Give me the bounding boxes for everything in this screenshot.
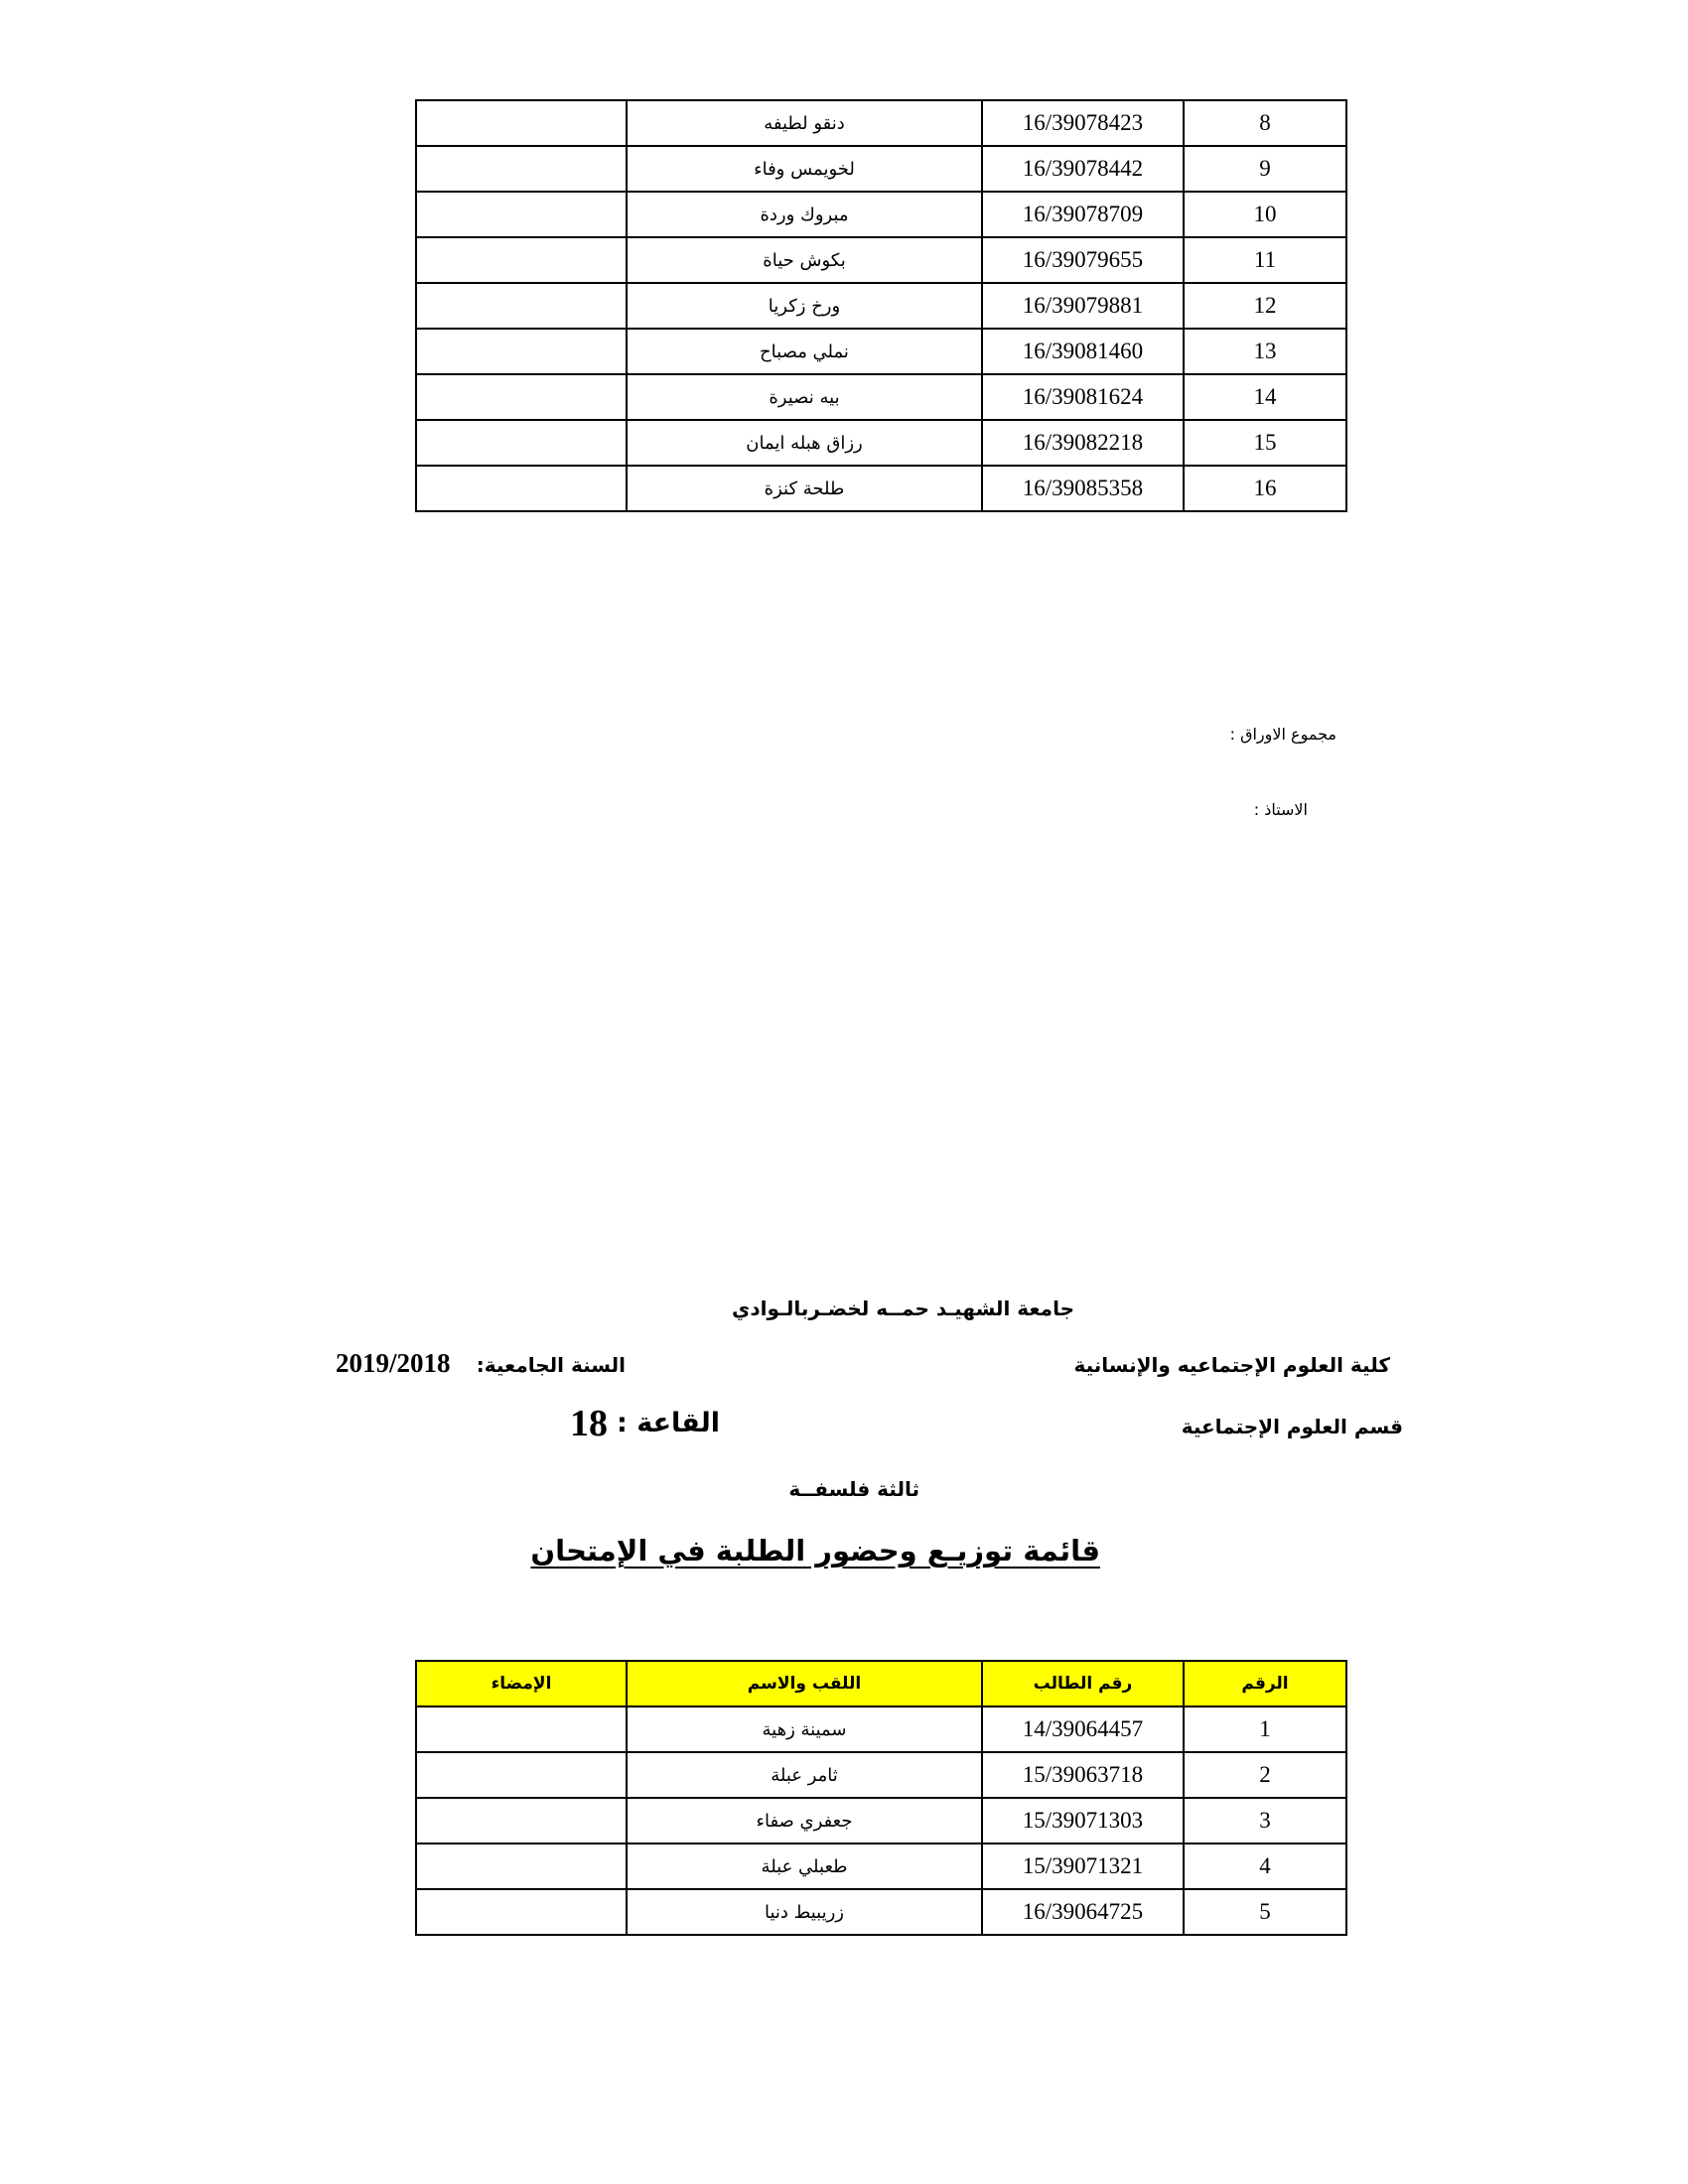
- student-name-cell: سمينة زهية: [627, 1706, 982, 1752]
- student-id-cell: 16/39082218: [982, 420, 1184, 466]
- table-row: [416, 1706, 1346, 1752]
- row-number-cell: 10: [1184, 192, 1346, 237]
- header-signature: الإمضاء: [416, 1661, 627, 1706]
- signature-cell[interactable]: [416, 100, 627, 146]
- signature-cell[interactable]: [416, 1889, 627, 1935]
- study-level: ثالثة فلسفــة: [788, 1477, 919, 1501]
- student-name-cell: جعفري صفاء: [627, 1798, 982, 1843]
- table-row: [416, 146, 1346, 192]
- student-name-cell: زريبيط دنيا: [627, 1889, 982, 1935]
- table-row: [416, 329, 1346, 374]
- hall-label: القاعة :: [617, 1408, 720, 1438]
- student-name-cell: رزاق هبله ايمان: [627, 420, 982, 466]
- table-row: [416, 1889, 1346, 1935]
- signature-cell[interactable]: [416, 1798, 627, 1843]
- row-number-cell: 5: [1184, 1889, 1346, 1935]
- signature-cell[interactable]: [416, 1843, 627, 1889]
- table-row: [416, 466, 1346, 511]
- signature-cell[interactable]: [416, 466, 627, 511]
- signature-cell[interactable]: [416, 329, 627, 374]
- student-name-cell: طلحة كنزة: [627, 466, 982, 511]
- table-row: [416, 1798, 1346, 1843]
- student-id-cell: 14/39064457: [982, 1706, 1184, 1752]
- papers-total-label: مجموع الاوراق :: [1229, 725, 1336, 744]
- student-name-cell: نملي مصباح: [627, 329, 982, 374]
- attendance-table: [415, 1660, 1347, 1936]
- student-name-cell: لخويمس وفاء: [627, 146, 982, 192]
- table-row: [416, 420, 1346, 466]
- header-number: الرقم: [1184, 1661, 1346, 1706]
- student-id-cell: 16/39078442: [982, 146, 1184, 192]
- page-title: قائمة توزيـع وحضور الطلبة في الإمتحان: [530, 1534, 1100, 1568]
- row-number-cell: 15: [1184, 420, 1346, 466]
- student-name-cell: ورخ زكريا: [627, 283, 982, 329]
- student-id-cell: 16/39078423: [982, 100, 1184, 146]
- faculty-name: كلية العلوم الإجتماعيه والإنسانية: [1073, 1353, 1390, 1377]
- row-number-cell: 13: [1184, 329, 1346, 374]
- signature-cell[interactable]: [416, 1706, 627, 1752]
- table-row: [416, 374, 1346, 420]
- student-id-cell: 16/39079881: [982, 283, 1184, 329]
- signature-cell[interactable]: [416, 1752, 627, 1798]
- student-id-cell: 16/39081624: [982, 374, 1184, 420]
- professor-label: الاستاذ :: [1253, 800, 1308, 819]
- student-id-cell: 16/39079655: [982, 237, 1184, 283]
- attendance-table-continued: [415, 99, 1347, 512]
- student-name-cell: طعبلي عبلة: [627, 1843, 982, 1889]
- student-id-cell: 16/39081460: [982, 329, 1184, 374]
- table-header-row: [416, 1661, 1346, 1706]
- table-row: [416, 192, 1346, 237]
- academic-year-label: السنة الجامعية:: [476, 1353, 626, 1377]
- signature-cell[interactable]: [416, 283, 627, 329]
- row-number-cell: 2: [1184, 1752, 1346, 1798]
- academic-year-value: 2019/2018: [336, 1348, 451, 1378]
- row-number-cell: 1: [1184, 1706, 1346, 1752]
- signature-cell[interactable]: [416, 237, 627, 283]
- row-number-cell: 11: [1184, 237, 1346, 283]
- row-number-cell: 3: [1184, 1798, 1346, 1843]
- table-row: [416, 283, 1346, 329]
- header-name: اللقب والاسم: [627, 1661, 982, 1706]
- table-row: [416, 1843, 1346, 1889]
- row-number-cell: 14: [1184, 374, 1346, 420]
- signature-cell[interactable]: [416, 146, 627, 192]
- student-name-cell: بيه نصيرة: [627, 374, 982, 420]
- row-number-cell: 4: [1184, 1843, 1346, 1889]
- student-name-cell: بكوش حياة: [627, 237, 982, 283]
- table-row: [416, 1752, 1346, 1798]
- row-number-cell: 8: [1184, 100, 1346, 146]
- student-id-cell: 15/39071321: [982, 1843, 1184, 1889]
- student-id-cell: 15/39063718: [982, 1752, 1184, 1798]
- row-number-cell: 9: [1184, 146, 1346, 192]
- student-id-cell: 16/39064725: [982, 1889, 1184, 1935]
- department-name: قسم العلوم الإجتماعية: [1181, 1415, 1403, 1438]
- table-row: [416, 100, 1346, 146]
- table-row: [416, 237, 1346, 283]
- student-name-cell: ثامر عبلة: [627, 1752, 982, 1798]
- signature-cell[interactable]: [416, 420, 627, 466]
- signature-cell[interactable]: [416, 192, 627, 237]
- university-name: جامعة الشهيـد حمــه لخضـربالـوادي: [732, 1297, 1074, 1320]
- student-id-cell: 15/39071303: [982, 1798, 1184, 1843]
- row-number-cell: 12: [1184, 283, 1346, 329]
- student-id-cell: 16/39078709: [982, 192, 1184, 237]
- row-number-cell: 16: [1184, 466, 1346, 511]
- signature-cell[interactable]: [416, 374, 627, 420]
- student-name-cell: مبروك وردة: [627, 192, 982, 237]
- student-id-cell: 16/39085358: [982, 466, 1184, 511]
- student-name-cell: دنقو لطيفه: [627, 100, 982, 146]
- hall-number: 18: [570, 1403, 608, 1444]
- header-student-id: رقم الطالب: [982, 1661, 1184, 1706]
